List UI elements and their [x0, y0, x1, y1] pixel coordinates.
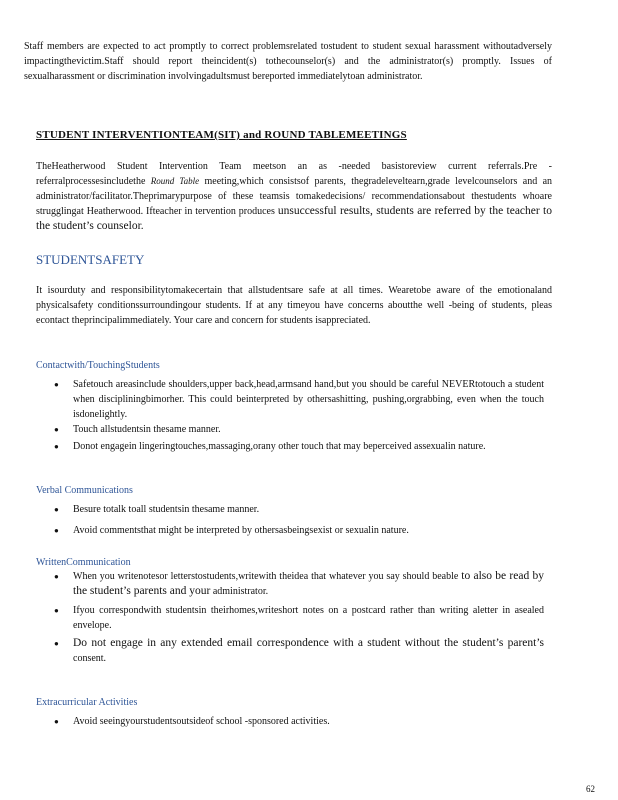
- sit-text-3: unsuccessful results, students are referred by the teacher to the student’s counselor.: [36, 205, 553, 232]
- sit-heading: STUDENT INTERVENTIONTEAM(SIT) and ROUND TABLEMEETINGS: [36, 129, 407, 141]
- list-item: [54, 636, 544, 666]
- list-item: ● Avoid commentsthat might be interpreted by othersasbeingsexist or sexualin nature.: [54, 523, 544, 538]
- written-list: [54, 569, 544, 666]
- list-item: [54, 569, 544, 599]
- harassment-paragraph: Staff members are expected to act promptly to correct problemsrelated tostudent to student sexual harassment withoutadversely impactingthevictim.Staff should report theincident(s) tothecounselor(s) and the administrator(s) promptly. Issues of sexualharassment or discrimination involvingadultsmust bereported immediatelytoan administrator.: [24, 41, 552, 82]
- list-item: ● Safetouch areasinclude shoulders,upper back,head,armsand hand,but you should be careful NEVERtotouch a student when discipliningbimorher. This could beinterpreted by othersashitting, pushing,orgrabbing, even when the touch isdonelightly.: [54, 377, 544, 422]
- written-text-b: to also be read by the student’s parents and your: [73, 570, 544, 597]
- list-item: ● Avoid seeingyourstudentsoutsideof school -sponsored activities.: [54, 714, 544, 729]
- touch-list: [54, 377, 544, 454]
- list-item: ● Touch allstudentsin thesame manner.: [54, 422, 544, 437]
- sit-paragraph: [36, 159, 552, 234]
- safety-paragraph: It isourduty and responsibilitytomakecertain that allstudentsare safe at all times. Wearetobe aware of the emotionaland physicalsafety conditionssurroundingour students. If at any timeyou have concerns aboutthe well -being of students, pleas econtact theprincipalimmediately. Your care and concern for students isappreciated.: [36, 285, 552, 326]
- student-safety-heading: STUDENTSAFETY: [36, 252, 145, 267]
- list-item: ● Donot engagein lingeringtouches,massaging,orany other touch that may beperceived assexualin nature.: [54, 439, 544, 454]
- verbal-list: [54, 502, 544, 538]
- list-item: ● Ifyou correspondwith studentsin theirhomes,writeshort notes on a postcard rather than writing aletter in asealed envelope.: [54, 603, 544, 633]
- page-number: 62: [586, 784, 595, 794]
- verbal-heading: Verbal Communications: [36, 485, 133, 496]
- extracurricular-heading: Extracurricular Activities: [36, 697, 138, 708]
- sit-text-1: TheHeatherwood Student Intervention Team meetson an as -needed basistoreview current referrals.Pre - referralprocessesincludethe: [36, 161, 552, 187]
- sit-text-2: meeting,which consistsof parents, thegradeleveltearn,grade levelcounselors and an administrator/facilitator.Theprimarypurpose of these teamsis tomakedecisions/ recommendationsabout thestudents whoare strugglingat Heatherwood. Ifteacher in tervention produces: [36, 176, 553, 217]
- round-table-term: Round Table: [150, 176, 200, 186]
- written-text-b: Do not engage in any extended email correspondence with a student without the student’s parent’s: [73, 637, 544, 649]
- written-text-a: When you writenotesor letterstostudents,writewith theidea that whatever you say should beable: [73, 571, 459, 582]
- touch-heading: Contactwith/TouchingStudents: [36, 360, 160, 371]
- extracurricular-list: [54, 714, 544, 729]
- list-item: ● Besure totalk toall studentsin thesame manner.: [54, 502, 544, 517]
- written-text-c: consent.: [73, 653, 107, 664]
- written-heading: WrittenCommunication: [36, 557, 131, 568]
- written-text-c: administrator.: [212, 586, 269, 597]
